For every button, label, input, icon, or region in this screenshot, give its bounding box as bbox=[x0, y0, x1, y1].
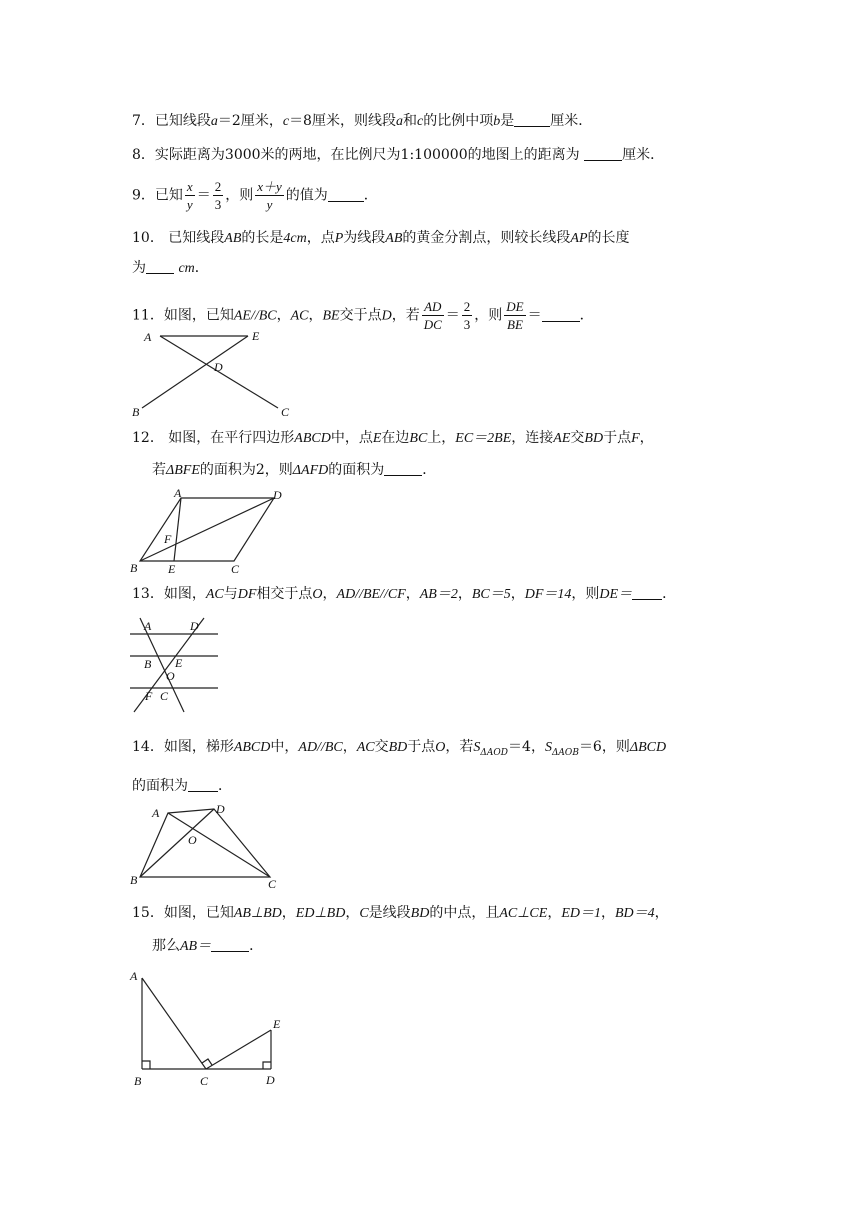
math: BD bbox=[584, 431, 604, 446]
text: ， bbox=[342, 739, 357, 755]
numerator: 2 bbox=[214, 179, 222, 194]
subscript: ΔAOB bbox=[551, 748, 579, 758]
label-A: A bbox=[144, 330, 152, 344]
math: BC＝5 bbox=[471, 587, 511, 602]
text: 的值为 bbox=[285, 187, 328, 204]
question-number: 11． bbox=[132, 307, 164, 324]
math: ＝6 bbox=[578, 739, 602, 755]
text: ，连接 bbox=[511, 430, 554, 446]
fraction bbox=[213, 178, 224, 213]
label-B: B bbox=[132, 405, 140, 419]
text: 已知线段 bbox=[154, 113, 211, 129]
figure-12 bbox=[128, 488, 293, 576]
figure-13 bbox=[128, 614, 223, 716]
math: cm bbox=[178, 261, 195, 276]
text: 为 bbox=[132, 260, 146, 276]
label-B: B bbox=[130, 873, 138, 887]
math: a bbox=[395, 114, 403, 129]
math: ED＝1 bbox=[561, 906, 601, 921]
figure-11 bbox=[130, 326, 300, 421]
text: 是 bbox=[500, 113, 515, 129]
math: AC bbox=[356, 740, 375, 755]
answer-blank bbox=[146, 259, 174, 274]
question-number: 9． bbox=[132, 187, 155, 204]
text: 与 bbox=[223, 586, 238, 602]
text: 中，点 bbox=[330, 430, 373, 446]
math: AC bbox=[290, 308, 309, 324]
answer-blank bbox=[188, 777, 218, 792]
question-9 bbox=[132, 178, 378, 213]
text: 的面积为 bbox=[328, 462, 385, 478]
fraction bbox=[422, 298, 444, 333]
label-F: F bbox=[145, 689, 153, 703]
answer-blank bbox=[584, 146, 622, 161]
text: ， bbox=[530, 739, 545, 755]
text: 厘米． bbox=[550, 113, 593, 129]
text: ， bbox=[601, 905, 615, 921]
text: 的长是 bbox=[241, 230, 284, 246]
numerator: x＋y bbox=[257, 179, 282, 194]
text: ． bbox=[194, 260, 209, 276]
text: ， bbox=[510, 586, 525, 602]
fraction bbox=[504, 298, 525, 333]
math: ＝4 bbox=[508, 739, 531, 755]
text: ，则 bbox=[601, 739, 630, 755]
label-C: C bbox=[160, 689, 169, 703]
question-number: 10． bbox=[132, 230, 164, 246]
math: ED⊥BD bbox=[295, 906, 346, 921]
question-10-cont bbox=[132, 258, 209, 279]
label-O: O bbox=[166, 669, 175, 683]
text: 于点 bbox=[407, 739, 436, 755]
text: 和 bbox=[402, 113, 417, 129]
text: ＝ bbox=[196, 187, 211, 204]
label-D: D bbox=[190, 619, 199, 633]
text: 在边 bbox=[381, 430, 410, 446]
text: 的黄金分割点，则较长线段 bbox=[402, 230, 571, 246]
math: D bbox=[381, 308, 392, 324]
label-B: B bbox=[144, 657, 152, 671]
math: BD＝4 bbox=[615, 906, 655, 921]
text: 交 bbox=[374, 739, 389, 755]
question-7 bbox=[132, 111, 592, 132]
label-D: D bbox=[266, 1073, 275, 1087]
math: S bbox=[544, 740, 552, 755]
math: AE bbox=[553, 431, 571, 446]
question-number: 12． bbox=[132, 430, 164, 446]
text: ， bbox=[345, 905, 360, 921]
math: AB bbox=[224, 231, 242, 246]
text: ， bbox=[457, 586, 472, 602]
math: AE//BC bbox=[233, 308, 277, 324]
text: 如图，已知 bbox=[163, 905, 234, 921]
question-14 bbox=[132, 737, 666, 763]
answer-blank bbox=[514, 112, 550, 127]
math: ΔBCD bbox=[629, 740, 667, 755]
math: BC bbox=[409, 431, 428, 446]
math: BD bbox=[388, 740, 408, 755]
fraction bbox=[185, 178, 195, 213]
text: ，若 bbox=[391, 307, 420, 324]
label-C: C bbox=[200, 1074, 209, 1088]
answer-blank bbox=[384, 461, 422, 476]
math: AB＝ bbox=[180, 939, 212, 954]
label-E: E bbox=[252, 329, 260, 343]
text: ，若 bbox=[445, 739, 474, 755]
math: EC＝2BE bbox=[455, 431, 512, 446]
label-B: B bbox=[134, 1074, 142, 1088]
question-8 bbox=[132, 145, 664, 165]
math: AC bbox=[205, 587, 224, 602]
math: c bbox=[416, 114, 424, 129]
text: 的中点，且 bbox=[429, 905, 500, 921]
math: AB＝2 bbox=[419, 587, 458, 602]
label-F: F bbox=[164, 532, 172, 546]
label-A: A bbox=[152, 806, 160, 820]
label-C: C bbox=[268, 877, 277, 891]
math: DF bbox=[237, 587, 257, 602]
denominator: DC bbox=[423, 317, 442, 332]
denominator: 3 bbox=[214, 197, 222, 212]
text: ． bbox=[363, 187, 378, 204]
text: 交于点 bbox=[339, 307, 382, 324]
text: ． bbox=[218, 778, 232, 794]
numerator: DE bbox=[506, 299, 524, 314]
text: ， bbox=[547, 905, 562, 921]
math: AD//BC bbox=[298, 740, 343, 755]
math: DE＝ bbox=[599, 587, 633, 602]
text: ． bbox=[662, 586, 677, 602]
question-number: 8． bbox=[132, 147, 155, 163]
label-C: C bbox=[281, 405, 290, 419]
math: AB⊥BD bbox=[233, 906, 282, 921]
text: 如图， bbox=[163, 586, 206, 602]
text: 厘米． bbox=[622, 147, 665, 163]
text: ． bbox=[579, 307, 594, 324]
answer-blank bbox=[542, 307, 580, 322]
text: 的面积为 bbox=[132, 778, 188, 794]
text: 的面积为2，则 bbox=[199, 462, 293, 478]
text: ， bbox=[281, 905, 296, 921]
text: ＝2厘米， bbox=[217, 113, 283, 129]
text: ， bbox=[405, 586, 420, 602]
text: 那么 bbox=[152, 938, 180, 954]
math: P bbox=[334, 231, 344, 246]
text: 是线段 bbox=[368, 905, 411, 921]
text: 如图，已知 bbox=[163, 307, 234, 324]
math: O bbox=[435, 740, 446, 755]
text: 如图，在平行四边形 bbox=[168, 430, 295, 446]
label-A: A bbox=[144, 619, 152, 633]
text: 交 bbox=[570, 430, 585, 446]
text: 已知线段 bbox=[168, 230, 225, 246]
math: AB bbox=[385, 231, 403, 246]
text: ， bbox=[639, 430, 654, 446]
label-E: E bbox=[175, 656, 183, 670]
text: ． bbox=[422, 462, 437, 478]
text: 若 bbox=[152, 462, 166, 478]
label-C: C bbox=[231, 562, 240, 576]
text: ，则 bbox=[474, 307, 503, 324]
text: ，则 bbox=[571, 586, 600, 602]
denominator: y bbox=[186, 197, 193, 212]
question-10 bbox=[132, 228, 630, 249]
denominator: 3 bbox=[463, 317, 471, 332]
question-12-cont bbox=[152, 460, 436, 481]
text: ＝ bbox=[527, 307, 542, 324]
text: ，则 bbox=[225, 187, 254, 204]
question-14-cont bbox=[132, 776, 232, 796]
question-number: 13． bbox=[132, 586, 164, 602]
math: b bbox=[493, 114, 501, 129]
math: S bbox=[473, 740, 481, 755]
text: 的比例中项 bbox=[423, 113, 494, 129]
question-15-cont bbox=[152, 936, 263, 957]
figure-14 bbox=[128, 800, 288, 892]
math: F bbox=[631, 431, 640, 446]
label-B: B bbox=[130, 561, 138, 575]
label-O: O bbox=[188, 833, 197, 847]
text: ． bbox=[249, 938, 264, 954]
answer-blank bbox=[211, 937, 249, 952]
fraction bbox=[462, 298, 473, 333]
label-A: A bbox=[174, 486, 182, 500]
math: AC⊥CE bbox=[499, 906, 548, 921]
label-A: A bbox=[130, 969, 138, 983]
label-D: D bbox=[214, 360, 223, 374]
math: ABCD bbox=[233, 740, 271, 755]
subscript: ΔAOD bbox=[480, 748, 509, 758]
label-E: E bbox=[273, 1017, 281, 1031]
question-number: 14． bbox=[132, 739, 164, 755]
text: 相交于点 bbox=[256, 586, 313, 602]
text: 于点 bbox=[603, 430, 632, 446]
math: BD bbox=[410, 906, 430, 921]
denominator: y bbox=[266, 197, 273, 212]
math: BE bbox=[322, 308, 340, 324]
text: ＝8厘米，则线段 bbox=[289, 113, 396, 129]
label-D: D bbox=[216, 802, 225, 816]
text: ，点 bbox=[306, 230, 335, 246]
text: 上， bbox=[427, 430, 456, 446]
text: 中， bbox=[270, 739, 299, 755]
text: ， bbox=[322, 586, 337, 602]
fraction bbox=[255, 178, 284, 213]
figure-15 bbox=[126, 964, 296, 1094]
text: 已知 bbox=[154, 187, 183, 204]
label-D: D bbox=[273, 488, 282, 502]
text: 实际距离为3000米的两地，在比例尺为1:100000的地图上的距离为 bbox=[154, 147, 580, 163]
math: 4cm bbox=[283, 231, 307, 246]
question-15 bbox=[132, 903, 669, 924]
answer-blank bbox=[328, 187, 364, 202]
math: AD//BE//CF bbox=[336, 587, 406, 602]
text: 的长度 bbox=[587, 230, 630, 246]
math: ΔBFE bbox=[166, 463, 200, 478]
math: c bbox=[282, 114, 290, 129]
numerator: x bbox=[186, 179, 193, 194]
text: ， bbox=[654, 905, 669, 921]
question-13 bbox=[132, 584, 676, 605]
numerator: 2 bbox=[463, 299, 471, 314]
numerator: AD bbox=[422, 298, 444, 316]
text: ， bbox=[276, 307, 291, 324]
text: 为线段 bbox=[343, 230, 386, 246]
denominator: BE bbox=[507, 317, 523, 332]
math: C bbox=[359, 906, 369, 921]
text: ， bbox=[308, 307, 323, 324]
math: E bbox=[372, 431, 382, 446]
math: O bbox=[312, 587, 323, 602]
question-12 bbox=[132, 428, 654, 449]
math: DF＝14 bbox=[524, 587, 572, 602]
math: ΔAFD bbox=[292, 463, 329, 478]
label-E: E bbox=[168, 562, 176, 576]
math: a bbox=[210, 114, 218, 129]
question-number: 7． bbox=[132, 113, 155, 129]
text: ＝ bbox=[445, 307, 460, 324]
math: ABCD bbox=[294, 431, 331, 446]
text: 如图，梯形 bbox=[163, 739, 234, 755]
math: AP bbox=[570, 231, 588, 246]
question-number: 15． bbox=[132, 905, 164, 921]
answer-blank bbox=[632, 585, 662, 600]
